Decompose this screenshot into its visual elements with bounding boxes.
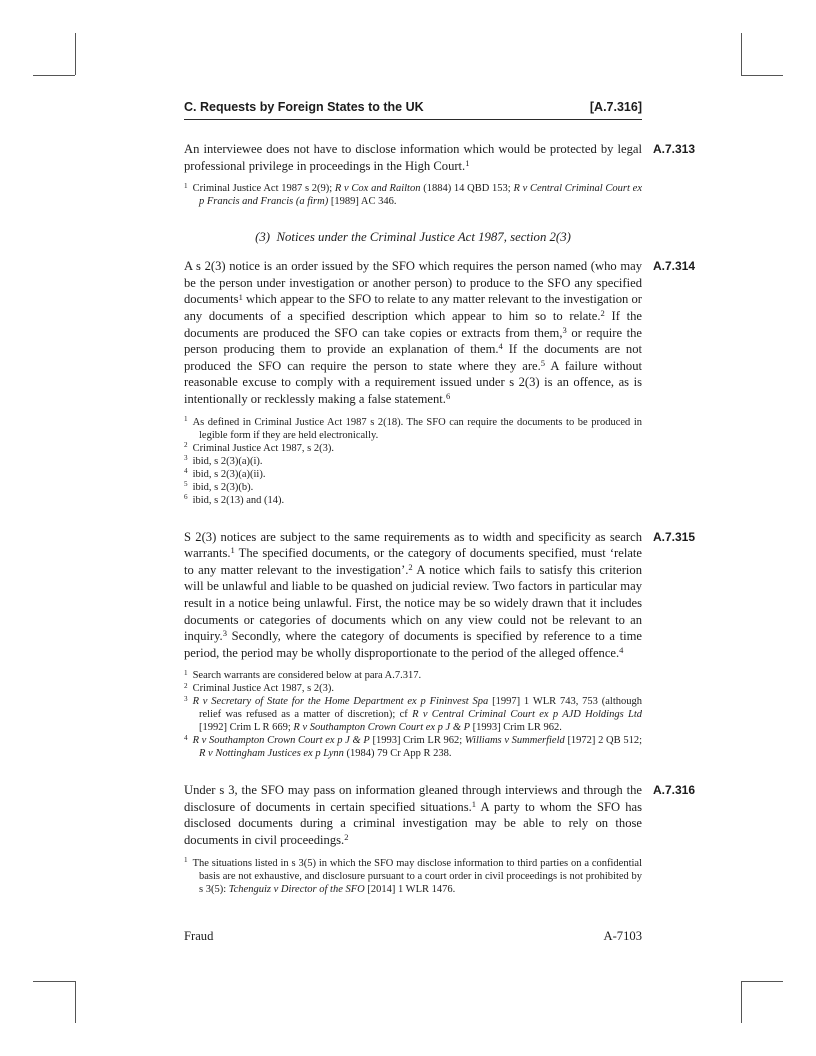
crop-mark-bottom-left-horizontal bbox=[33, 981, 75, 982]
footnote-group bbox=[184, 182, 642, 208]
text-run: (1884) 14 QBD 153; bbox=[420, 183, 514, 195]
text-run: [1972] 2 QB 512; bbox=[564, 735, 642, 747]
footnote-number: 1 bbox=[184, 415, 188, 424]
footnote-group bbox=[184, 857, 642, 896]
footnote bbox=[184, 695, 642, 734]
text-run: (1984) 79 Cr App R 238. bbox=[343, 748, 452, 760]
paragraph-block bbox=[184, 141, 696, 174]
section-heading: (3) Notices under the Criminal Justice Act 1987, section 2(3) bbox=[255, 230, 571, 245]
text-run: A party to whom the SFO has disclosed documents during a criminal investigation may be able to rely on those documents in civil proceedings. bbox=[184, 799, 642, 848]
text-run: Criminal Justice Act 1987, s 2(3). bbox=[192, 442, 335, 454]
case-citation: R v Southampton Crown Court ex p J & P bbox=[293, 722, 471, 734]
content-blocks bbox=[184, 141, 696, 896]
text-run: which appear to the SFO to relate to any matter relevant to the investigation or any documents of a specified description which appear to him so to relate. bbox=[184, 292, 642, 323]
footnote-reference: 5 bbox=[540, 357, 546, 368]
text-run: Secondly, where the category of documents is specified by reference to a time period, the period may be wholly disproportionate to the period of the alleged offence. bbox=[184, 629, 642, 660]
text-run: Criminal Justice Act 1987, s 2(3). bbox=[192, 683, 335, 695]
footnote bbox=[184, 494, 642, 507]
text-run: If the documents are produced the SFO can take copies or extracts from them, bbox=[184, 308, 642, 340]
text-run: Under s 3, the SFO may pass on information gleaned through interviews and through the disclosure of documents in certain specified situations. bbox=[184, 783, 642, 814]
paragraph-block bbox=[184, 782, 696, 848]
case-citation: R v Cox and Railton bbox=[334, 183, 421, 195]
footnote bbox=[184, 182, 642, 208]
text-run: [1993] Crim LR 962. bbox=[470, 722, 562, 734]
margin-ref-label: A.7.313 bbox=[653, 142, 696, 156]
crop-mark-top-left-vertical bbox=[75, 33, 76, 75]
crop-mark-bottom-left-vertical bbox=[75, 981, 76, 1023]
footnote bbox=[184, 455, 642, 468]
text-run: [1993] Crim LR 962; bbox=[369, 735, 465, 747]
text-run: or require the person producing them to provide an explanation of them. bbox=[184, 325, 643, 357]
text-run: ibid, s 2(3)(a)(ii). bbox=[192, 468, 266, 480]
footnote-reference: 1 bbox=[465, 157, 470, 168]
header-section-title: C. Requests by Foreign States to the UK bbox=[184, 100, 424, 114]
footnote-number: 3 bbox=[184, 454, 188, 463]
paragraph-block bbox=[184, 258, 696, 407]
footnote-reference: 4 bbox=[498, 341, 503, 352]
footnote-reference: 6 bbox=[445, 391, 451, 402]
footnote bbox=[184, 682, 642, 695]
case-citation: R v Central Criminal Court ex p AJD Holdings Ltd bbox=[412, 709, 642, 721]
text-run: A notice which fails to satisfy this criterion will be unlawful and liable to be quashed on judicial review. Two factors in particular may result in a notice being unlawful. First, the notice may be so widely drawn that it includes documents or categories of documents which on any view could not be relevant to an inquiry. bbox=[184, 562, 642, 644]
footnote-number: 1 bbox=[184, 181, 188, 190]
running-header bbox=[184, 100, 642, 120]
text-run: S 2(3) notices are subject to the same requirements as to width and specificity as search warrants. bbox=[184, 529, 642, 561]
margin-ref-label: A.7.316 bbox=[653, 783, 696, 798]
text-run: A s 2(3) notice is an order issued by the SFO which requires the person named (who may be the person under investigation or another person) to produce to the SFO any specified documents bbox=[184, 259, 642, 307]
footnote-number: 6 bbox=[184, 493, 188, 502]
footnote-number: 3 bbox=[184, 695, 188, 704]
footnote-reference: 1 bbox=[238, 291, 243, 302]
text-run: [2014] 1 WLR 1476. bbox=[364, 883, 456, 895]
footnote-number: 1 bbox=[184, 856, 188, 865]
crop-mark-bottom-right-vertical bbox=[741, 981, 742, 1023]
footnote bbox=[184, 669, 642, 682]
footnote-number: 1 bbox=[184, 669, 188, 678]
footnote-reference: 3 bbox=[222, 628, 227, 639]
text-run: Search warrants are considered below at para A.7.317. bbox=[192, 670, 422, 682]
margin-ref-label: A.7.315 bbox=[653, 529, 696, 544]
footnote-number: 4 bbox=[184, 467, 188, 476]
case-citation: R v Southampton Crown Court ex p J & P bbox=[192, 735, 370, 747]
text-run: As defined in Criminal Justice Act 1987 s 2(18). The SFO can require the documents to be produced in legible form if they are held electronically. bbox=[192, 416, 642, 441]
text-run: The situations listed in s 3(5) in which the SFO may disclose information to third parties on a confidential basis are not exhaustive, and disclosure pursuant to a court order in civil proceedings is not prohibited by s 3(5): bbox=[192, 857, 642, 895]
footer-book-title: Fraud bbox=[184, 929, 214, 943]
case-citation: Williams v Summerfield bbox=[464, 735, 565, 747]
footnote bbox=[184, 857, 642, 896]
text-run: Criminal Justice Act 1987 s 2(9); bbox=[192, 183, 335, 195]
footnote-reference: 4 bbox=[619, 644, 624, 655]
footnote bbox=[184, 468, 642, 481]
footnote-reference: 3 bbox=[562, 324, 567, 335]
header-paragraph-ref: [A.7.316] bbox=[589, 100, 642, 114]
footnote-number: 4 bbox=[184, 734, 188, 743]
margin-ref-label: A.7.314 bbox=[653, 259, 696, 274]
footnote-reference: 2 bbox=[344, 832, 349, 843]
crop-mark-top-right-vertical bbox=[741, 33, 742, 75]
paragraph-text bbox=[184, 141, 642, 174]
case-citation: R v Central Criminal Court ex p Francis and Francis (a firm) bbox=[199, 183, 642, 208]
text-run: [1992] Crim L R 669; bbox=[199, 722, 294, 734]
footnote bbox=[184, 442, 642, 455]
paragraph-block bbox=[184, 529, 696, 662]
crop-mark-top-right-horizontal bbox=[741, 75, 783, 76]
crop-mark-top-left-horizontal bbox=[33, 75, 75, 76]
text-run: [1997] 1 WLR 743, 753 (although relief was refused as a matter of discretion); cf bbox=[199, 696, 642, 721]
text-run: [1989] AC 346. bbox=[328, 196, 397, 208]
footnote-number: 5 bbox=[184, 480, 188, 489]
footnote bbox=[184, 481, 642, 494]
text-run: If the documents are not produced the SFO can require the person to state where they are. bbox=[184, 342, 643, 373]
footnote-group bbox=[184, 416, 642, 507]
case-citation: R v Secretary of State for the Home Department ex p Fininvest Spa bbox=[192, 696, 489, 708]
paragraph-text bbox=[184, 529, 642, 662]
text-run: The specified documents, or the category of documents specified, must ‘relate to any matter relevant to the investigation’. bbox=[184, 546, 642, 577]
footnote-reference: 2 bbox=[600, 308, 605, 319]
footnote-reference: 1 bbox=[230, 545, 235, 556]
text-run: ibid, s 2(3)(b). bbox=[192, 481, 254, 493]
case-citation: R v Nottingham Justices ex p Lynn bbox=[199, 748, 344, 760]
paragraph-text bbox=[184, 258, 642, 407]
text-run: An interviewee does not have to disclose information which would be protected by legal professional privilege in proceedings in the High Court. bbox=[184, 142, 642, 173]
page-content bbox=[184, 100, 696, 918]
crop-mark-bottom-right-horizontal bbox=[741, 981, 783, 982]
text-run: ibid, s 2(3)(a)(i). bbox=[192, 455, 263, 467]
text-run: A failure without reasonable excuse to comply with a requirement issued under s 2(3) is an offence, as is intentionally or recklessly making a false statement. bbox=[184, 358, 642, 406]
footer-page-number: A-7103 bbox=[603, 929, 642, 943]
footnote-reference: 2 bbox=[408, 561, 413, 572]
footnote-number: 2 bbox=[184, 441, 188, 450]
footnote-number: 2 bbox=[184, 682, 188, 691]
running-footer bbox=[184, 929, 642, 944]
paragraph-text bbox=[184, 782, 642, 848]
footnote-reference: 1 bbox=[471, 799, 477, 810]
footnote bbox=[184, 416, 642, 442]
footnote-group bbox=[184, 669, 642, 760]
text-run: ibid, s 2(13) and (14). bbox=[192, 494, 285, 506]
case-citation: Tchenguiz v Director of the SFO bbox=[228, 883, 365, 895]
footnote bbox=[184, 734, 642, 760]
